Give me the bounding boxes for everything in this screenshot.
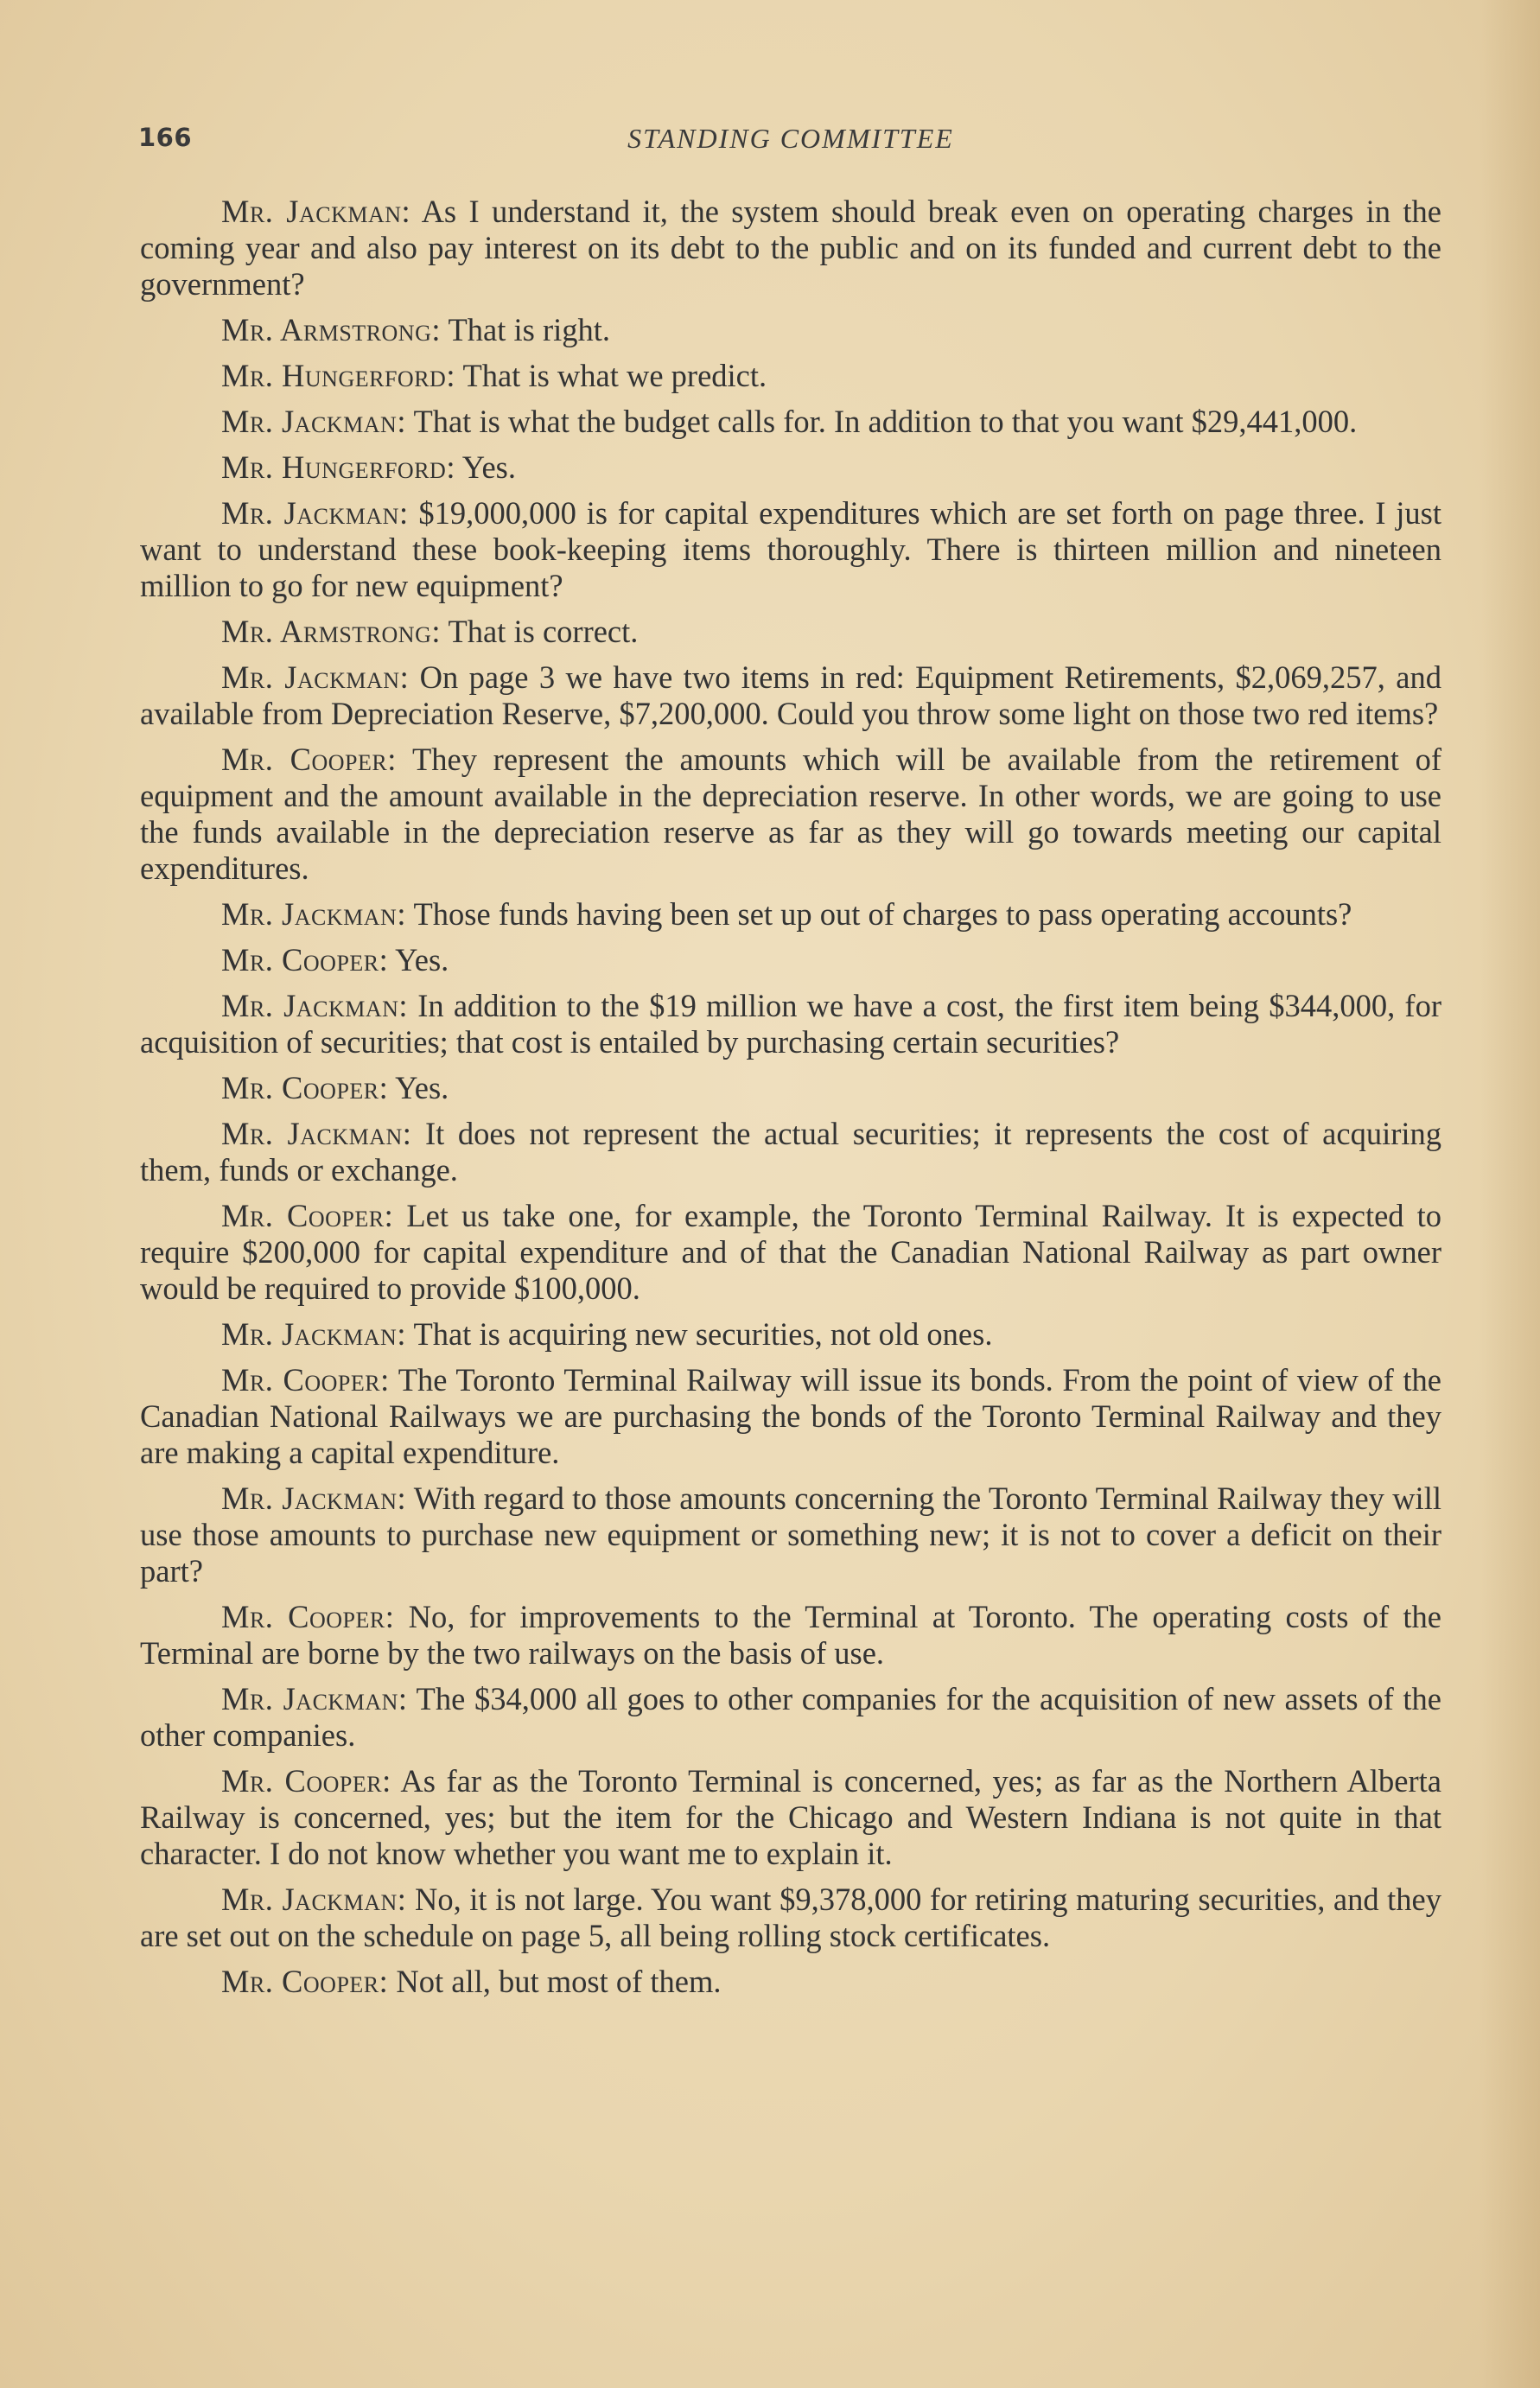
speech-text: They represent the amounts which will be available from the retirement of equipment and the amount available in the depreciation reserve. In other words, we are going to use the funds available in the depreciation reserve as far as they will go towards meeting our capital expenditures. [140,742,1442,886]
transcript-paragraph [140,659,1441,732]
transcript-paragraph [140,1964,1441,2000]
speech-text: As I understand it, the system should break even on operating charges in the coming year and also pay interest on its debt to the public and on its funded and current debt to the government? [140,194,1441,302]
speech-text: Yes. [461,449,516,485]
speech-text: $19,000,000 is for capital expenditures which are set forth on page three. I just want to understand these book-keeping items thoroughly. There is thirteen million and nineteen million to go for new equipment? [140,495,1441,603]
transcript-paragraph [140,1116,1441,1188]
transcript-paragraph [140,358,1441,394]
transcript-paragraph [140,1316,1441,1353]
speaker-name: Mr. Cooper: [221,1599,395,1634]
transcript-paragraph [140,1681,1441,1754]
speaker-name: Mr. Armstrong: [221,312,442,347]
transcript-paragraph [140,896,1441,933]
speech-text: Not all, but most of them. [396,1964,722,1999]
page-edge-shadow [1480,0,1540,2388]
speech-text: On page 3 we have two items in red: Equipment Retirements, $2,069,257, and available from Depreciation Reserve, $7,200,000. Could you throw some light on those two red items? [140,659,1441,731]
speaker-name: Mr. Jackman: [221,896,406,932]
speech-text: That is right. [448,312,611,347]
transcript-paragraph [140,312,1441,348]
speaker-name: Mr. Jackman: [221,1481,407,1516]
speaker-name: Mr. Jackman: [221,1882,407,1917]
speech-text: As far as the Toronto Terminal is concerned, yes; as far as the Northern Alberta Railway is concerned, yes; but the item for the Chicago and Western Indiana is not quite in that character. I do not know whether you want me to explain it. [140,1763,1441,1871]
transcript-paragraph [140,942,1441,978]
speaker-name: Mr. Jackman: [221,1316,406,1352]
transcript-paragraph [140,1362,1441,1471]
speaker-name: Mr. Hungerford: [221,449,455,485]
transcript-paragraph [140,1481,1441,1589]
transcript-paragraph [140,988,1441,1060]
speech-text: That is what we predict. [462,358,767,393]
speech-text: Yes. [395,1070,449,1105]
transcript-paragraph [140,1198,1441,1307]
speaker-name: Mr. Jackman: [221,1116,412,1151]
speaker-name: Mr. Jackman: [221,1681,408,1716]
speech-text: That is correct. [448,614,639,649]
transcript-paragraph [140,742,1441,887]
speaker-name: Mr. Cooper: [221,1964,389,1999]
transcript-paragraph [140,1599,1441,1672]
speech-text: It does not represent the actual securities; it represents the cost of acquiring them, funds or exchange. [140,1116,1441,1188]
transcript-paragraph [140,194,1441,302]
speaker-name: Mr. Jackman: [221,659,410,695]
speaker-name: Mr. Armstrong: [221,614,442,649]
speaker-name: Mr. Cooper: [221,742,397,777]
speech-text: No, it is not large. You want $9,378,000 for retiring maturing securities, and they are set out on the schedule on page 5, all being rolling stock certificates. [140,1882,1441,1953]
speech-text: That is acquiring new securities, not old ones. [413,1316,993,1352]
page-header [138,123,1443,164]
speech-text: Yes. [395,942,449,977]
speech-text: Those funds having been set up out of charges to pass operating accounts? [413,896,1352,932]
transcript-paragraph [140,495,1441,604]
transcript-paragraph [140,614,1441,650]
transcript-paragraph [140,1882,1441,1954]
running-head: STANDING COMMITTEE [627,123,954,154]
speaker-name: Mr. Jackman: [221,495,409,531]
speaker-name: Mr. Cooper: [221,1763,391,1799]
page-number: 166 [138,123,193,152]
speaker-name: Mr. Cooper: [221,1070,389,1105]
transcript-paragraph [140,1070,1441,1106]
speech-text: The Toronto Terminal Railway will issue its bonds. From the point of view of the Canadian National Railways we are purchasing the bonds of the Toronto Terminal Railway and they are making a capital expenditure. [140,1362,1441,1470]
speaker-name: Mr. Cooper: [221,1198,394,1233]
speaker-name: Mr. Jackman: [221,988,409,1023]
speech-text: The $34,000 all goes to other companies for the acquisition of new assets of the other companies. [140,1681,1441,1753]
transcript-body [140,194,1441,2009]
speaker-name: Mr. Cooper: [221,942,389,977]
transcript-paragraph [140,404,1441,440]
speech-text: No, for improvements to the Terminal at Toronto. The operating costs of the Terminal are borne by the two railways on the basis of use. [140,1599,1441,1671]
speaker-name: Mr. Jackman: [221,194,411,229]
speaker-name: Mr. Cooper: [221,1362,390,1398]
speech-text: In addition to the $19 million we have a cost, the first item being $344,000, for acquisition of securities; that cost is entailed by purchasing certain securities? [140,988,1441,1060]
speech-text: With regard to those amounts concerning the Toronto Terminal Railway they will use those amounts to purchase new equipment or something new; it is not to cover a deficit on their part? [140,1481,1441,1589]
speech-text: Let us take one, for example, the Toronto Terminal Railway. It is expected to require $200,000 for capital expenditure and of that the Canadian National Railway as part owner would be required to provide $100,000. [140,1198,1441,1306]
speech-text: That is what the budget calls for. In addition to that you want $29,441,000. [413,404,1358,439]
speaker-name: Mr. Hungerford: [221,358,455,393]
speaker-name: Mr. Jackman: [221,404,406,439]
transcript-paragraph [140,449,1441,486]
transcript-paragraph [140,1763,1441,1872]
